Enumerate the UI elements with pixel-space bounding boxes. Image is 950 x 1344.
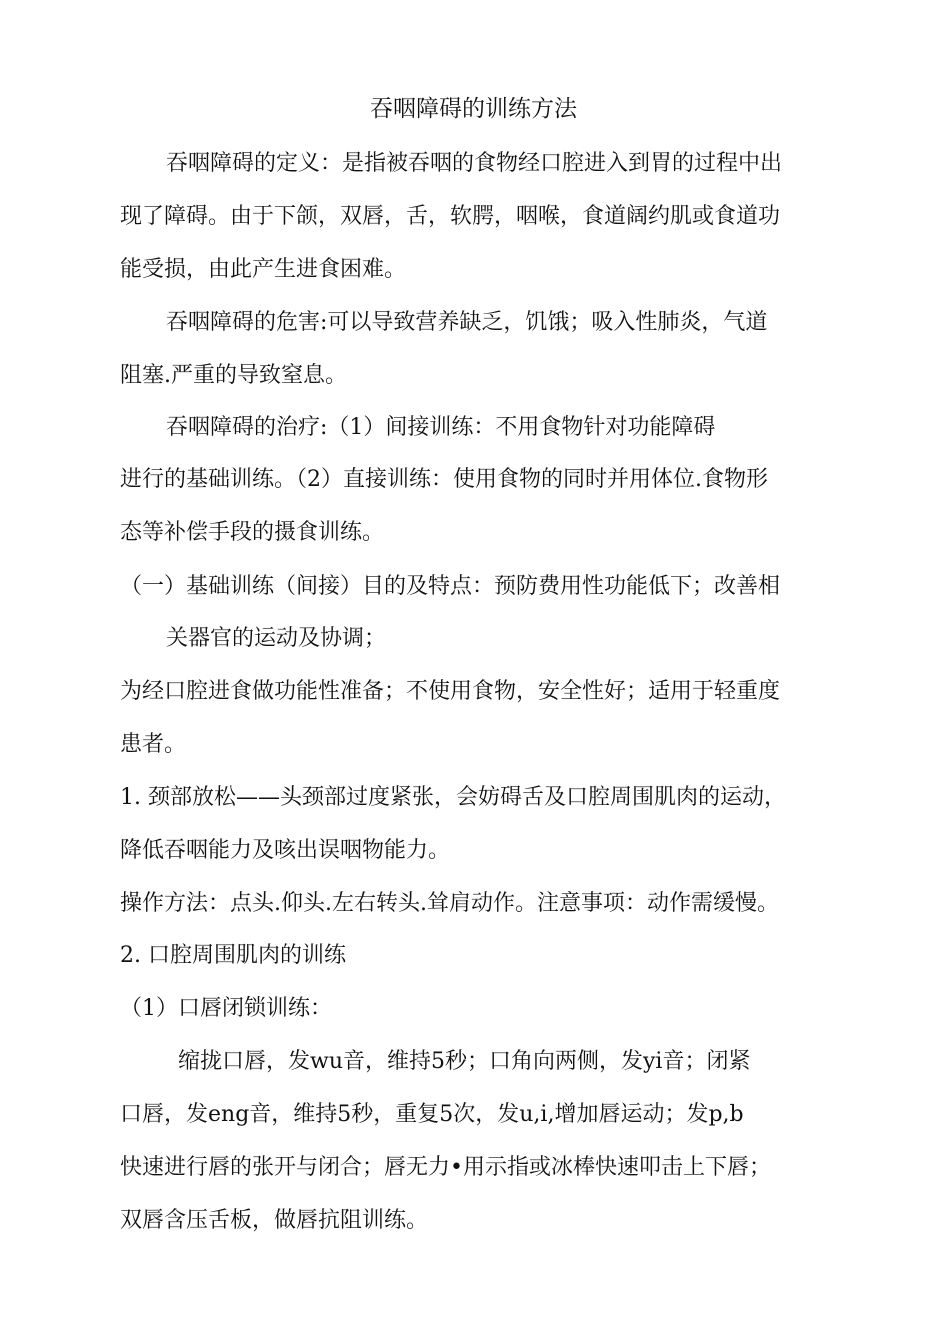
paragraph-line: 关器官的运动及协调； <box>166 626 387 651</box>
paragraph-line: 吞咽障碍的危害:可以导致营养缺乏，饥饿；吸入性肺炎，气道 <box>166 310 768 335</box>
paragraph-line: 缩拢口唇，发wu音，维持5秒；口角向两侧，发yi音；闭紧 <box>178 1049 751 1074</box>
paragraph-line: 阻塞.严重的导致窒息。 <box>120 363 347 388</box>
paragraph-line: 操作方法：点头.仰头.左右转头.耸肩动作。注意事项：动作需缓慢。 <box>120 891 779 916</box>
paragraph-line: （一）基础训练（间接）目的及特点：预防费用性功能低下；改善相 <box>120 574 781 599</box>
paragraph-line: 态等补偿手段的摄食训练。 <box>120 520 385 545</box>
paragraph-line: 降低吞咽能力及咳出误咽物能力。 <box>120 838 451 863</box>
numbered-item-line: 2. 口腔周围肌肉的训练 <box>120 943 346 968</box>
paragraph-line: 能受损，由此产生进食困难。 <box>120 257 407 282</box>
subheading-line: （1）口唇闭锁训练： <box>120 996 332 1021</box>
numbered-item-line: 1. 颈部放松——头颈部过度紧张，会妨碍舌及口腔周围肌肉的运动， <box>120 785 786 810</box>
paragraph-line: 双唇含压舌板，做唇抗阻训练。 <box>120 1208 429 1233</box>
paragraph-line: 吞咽障碍的治疗:（1）间接训练：不用食物针对功能障碍 <box>166 415 716 440</box>
paragraph-line: 患者。 <box>120 732 187 757</box>
paragraph-line: 快速进行唇的张开与闭合；唇无力•用示指或冰棒快速叩击上下唇； <box>120 1155 771 1180</box>
document-title: 吞咽障碍的训练方法 <box>370 96 577 122</box>
paragraph-line: 现了障碍。由于下颌，双唇，舌，软腭，咽喉，食道阔约肌或食道功 <box>120 204 781 229</box>
paragraph-line: 为经口腔进食做功能性准备；不使用食物，安全性好；适用于轻重度 <box>120 679 781 704</box>
paragraph-line: 吞咽障碍的定义：是指被吞咽的食物经口腔进入到胃的过程中出 <box>166 151 783 176</box>
paragraph-line: 进行的基础训练。（2）直接训练：使用食物的同时并用体位.食物形 <box>120 467 768 492</box>
paragraph-line: 口唇，发eng音，维持5秒，重复5次，发u,i,增加唇运动；发p,b <box>120 1102 744 1127</box>
